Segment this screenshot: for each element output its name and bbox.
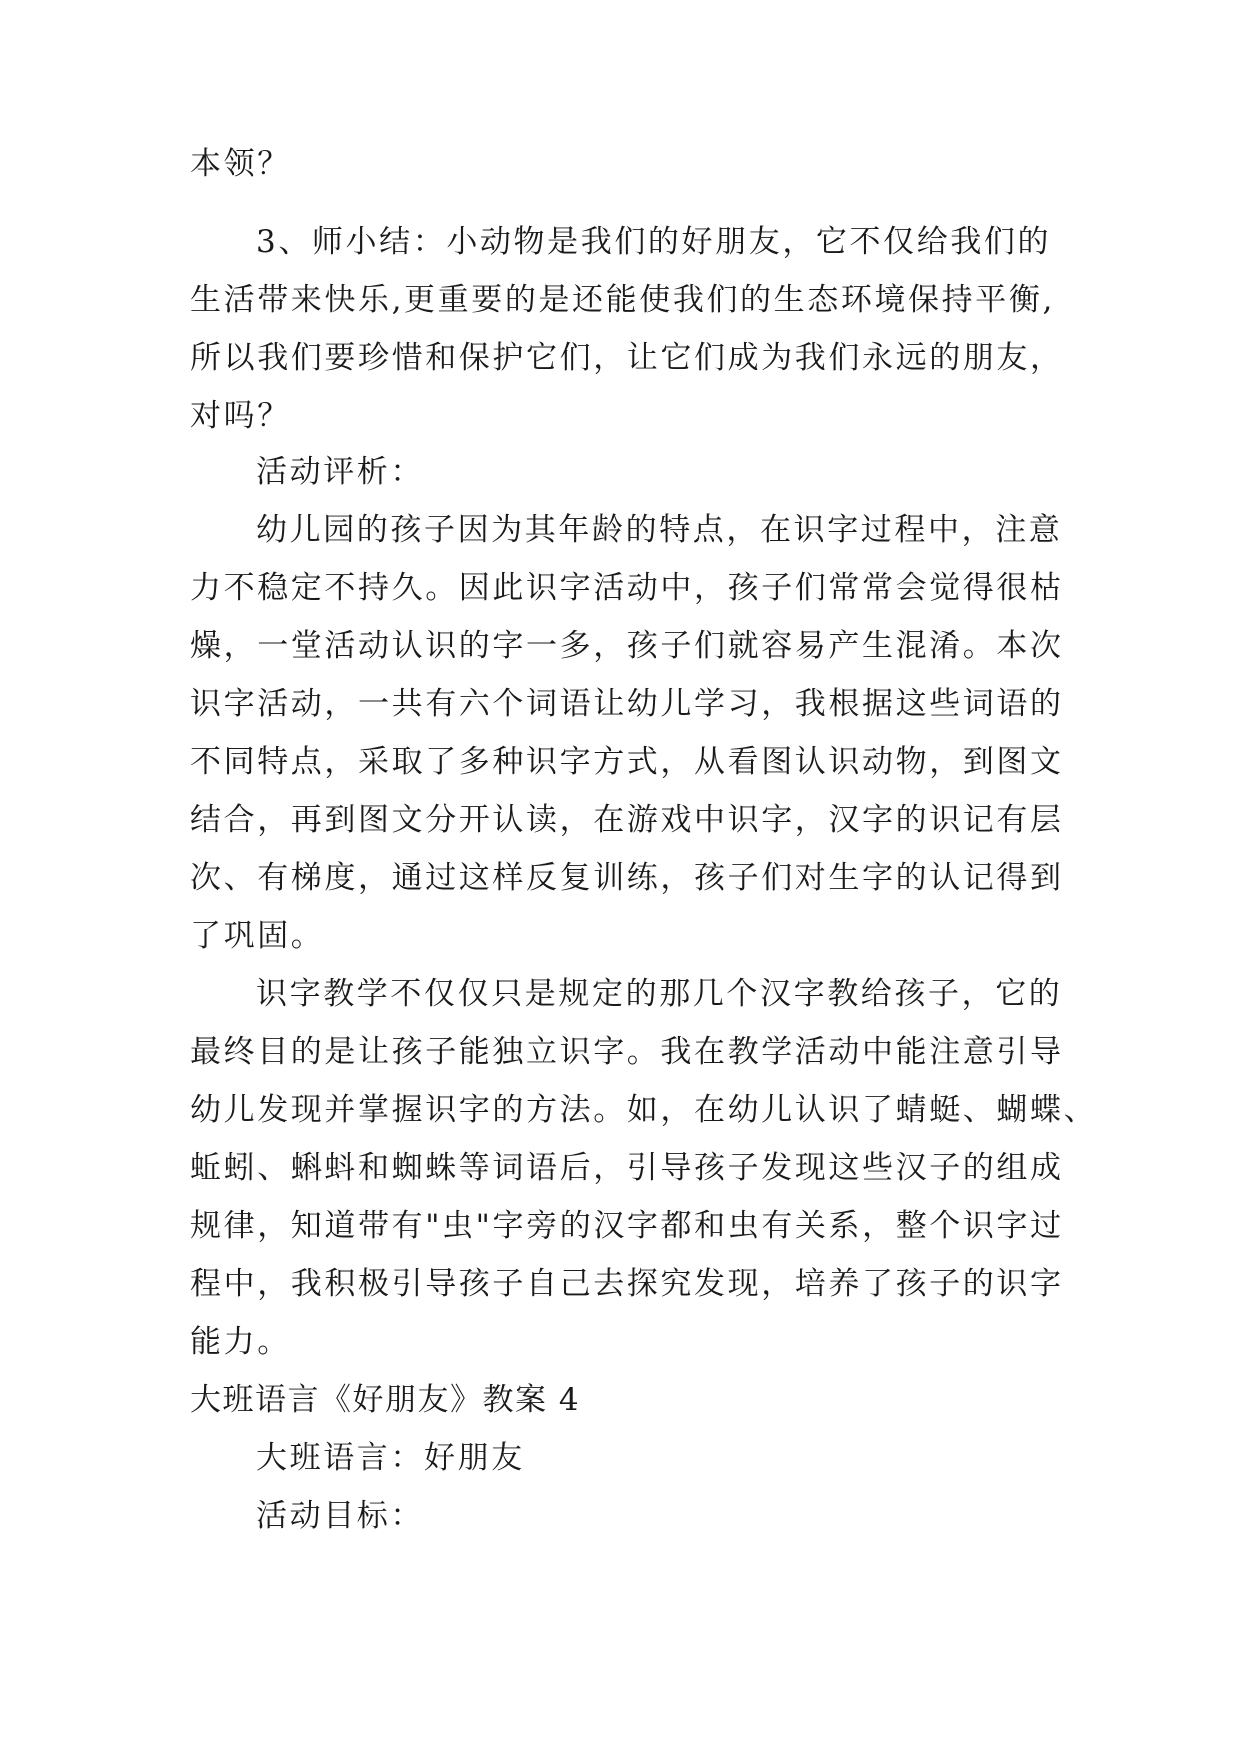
subheading: 大班语言：好朋友: [256, 1440, 525, 1476]
section-label-analysis: 活动评析：: [256, 454, 424, 490]
paragraph-teaching-start: 识字教学不仅仅只是规定的那几个汉字教给孩子，它的: [256, 976, 1063, 1012]
paragraph-summary-start: 3、师小结：小动物是我们的好朋友，它不仅给我们的: [256, 224, 1052, 260]
text-line: 本领？: [190, 146, 291, 182]
text-line: 幼儿发现并掌握识字的方法。如，在幼儿认识了蜻蜓、蝴蝶、: [190, 1092, 1098, 1128]
text-line: 对吗？: [190, 398, 291, 434]
text-line: 生活带来快乐,更重要的是还能使我们的生态环境保持平衡,: [190, 282, 1055, 318]
paragraph-analysis-start: 幼儿园的孩子因为其年龄的特点，在识字过程中，注意: [256, 512, 1063, 548]
text-line: 次、有梯度，通过这样反复训练，孩子们对生字的认记得到: [190, 860, 1064, 896]
text-line: 程中，我积极引导孩子自己去探究发现，培养了孩子的识字: [190, 1266, 1064, 1302]
text-line: 能力。: [190, 1324, 291, 1360]
text-line: 了巩固。: [190, 918, 325, 954]
text-line: 不同特点，采取了多种识字方式，从看图认识动物，到图文: [190, 744, 1064, 780]
text-line: 蚯蚓、蝌蚪和蜘蛛等词语后，引导孩子发现这些汉子的组成: [190, 1150, 1064, 1186]
text-line: 识字活动，一共有六个词语让幼儿学习，我根据这些词语的: [190, 686, 1064, 722]
section-label-goals: 活动目标：: [256, 1498, 424, 1534]
text-line: 燥，一堂活动认识的字一多，孩子们就容易产生混淆。本次: [190, 628, 1064, 664]
text-line: 结合，再到图文分开认读，在游戏中识字，汉字的识记有层: [190, 802, 1064, 838]
text-line: 最终目的是让孩子能独立识字。我在教学活动中能注意引导: [190, 1034, 1064, 1070]
text-line: 力不稳定不持久。因此识字活动中，孩子们常常会觉得很枯: [190, 570, 1064, 606]
section-heading: 大班语言《好朋友》教案 4: [190, 1382, 581, 1418]
text-line: 所以我们要珍惜和保护它们，让它们成为我们永远的朋友，: [190, 340, 1064, 376]
text-line: 规律，知道带有"虫"字旁的汉字都和虫有关系，整个识字过: [190, 1208, 1064, 1244]
